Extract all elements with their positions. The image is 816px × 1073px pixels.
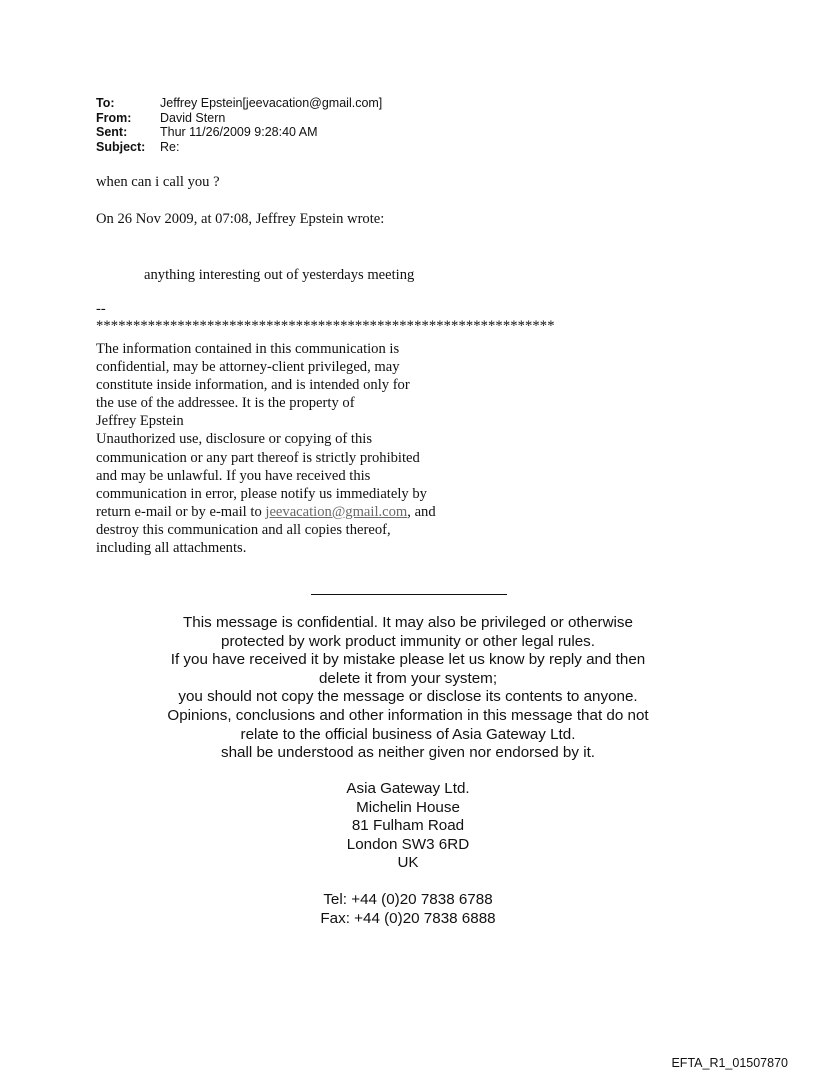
address-line: Michelin House [356, 798, 460, 816]
subject-value: Re: [160, 139, 180, 154]
footer-line: If you have received it by mistake please let us know by reply and then [170, 651, 646, 669]
from-row [96, 111, 382, 126]
footer-line: you should not copy the message or disclose its contents to anyone. [178, 688, 638, 706]
footer-line: Opinions, conclusions and other information in this message that do not [167, 706, 649, 724]
disclaimer-line: The information contained in this communication is [96, 341, 400, 357]
disclaimer-line: the use of the addressee. It is the property of [96, 395, 355, 412]
address-line: 81 Fulham Road [351, 817, 465, 835]
return-prefix: return e-mail or by e-mail to [96, 503, 266, 520]
email-link[interactable]: jeevacation@gmail.com [265, 503, 408, 520]
fax-line: Fax: +44 (0)20 7838 6888 [320, 909, 496, 927]
confidentiality-footer [0, 614, 816, 763]
message-body: when can i call you ? [96, 174, 220, 190]
footer-line: protected by work product immunity or other legal rules. [221, 632, 595, 650]
disclaimer-line: communication in error, please notify us immediately by [96, 485, 427, 502]
to-value: Jeffrey Epstein[jeevacation@gmail.com] [160, 96, 383, 110]
from-label: From: [96, 110, 132, 125]
divider-line [311, 594, 507, 595]
disclaimer-line: including all attachments. [96, 540, 247, 557]
quote-intro: On 26 Nov 2009, at 07:08, Jeffrey Epstein wrote: [96, 211, 385, 227]
disclaimer-line: constitute inside information, and is intended only for [96, 377, 410, 394]
tel-line: Tel: +44 (0)20 7838 6788 [323, 891, 493, 908]
from-value: David Stern [160, 110, 226, 125]
signature-disclaimer [96, 340, 496, 557]
signature-stars: ************************************************************** [96, 318, 555, 334]
return-suffix: , and [407, 503, 436, 520]
sent-row [96, 125, 382, 140]
disclaimer-line: destroy this communication and all copies thereof, [96, 521, 391, 538]
document-id: EFTA_R1_01507870 [671, 1056, 788, 1070]
disclaimer-line: confidential, may be attorney-client privileged, may [96, 359, 400, 376]
company-contact [0, 891, 816, 928]
disclaimer-line: communication or any part thereof is strictly prohibited [96, 449, 420, 466]
sent-value: Thur 11/26/2009 9:28:40 AM [160, 125, 318, 139]
email-header [96, 96, 382, 154]
footer-line: relate to the official business of Asia Gateway Ltd. [240, 725, 576, 743]
address-line: UK [397, 854, 419, 872]
quoted-text: anything interesting out of yesterdays meeting [144, 267, 415, 283]
subject-label: Subject: [96, 139, 146, 154]
disclaimer-line: Jeffrey Epstein [96, 413, 184, 430]
disclaimer-line: Unauthorized use, disclosure or copying of this [96, 431, 373, 448]
disclaimer-line: and may be unlawful. If you have received this [96, 467, 371, 484]
address-line: London SW3 6RD [346, 835, 470, 853]
to-row [96, 96, 382, 111]
subject-row [96, 140, 382, 155]
company-address [0, 780, 816, 873]
signature-dashes: -- [96, 301, 106, 317]
disclaimer-return-line [96, 503, 496, 521]
address-line: Asia Gateway Ltd. [346, 780, 470, 797]
to-label: To: [96, 96, 115, 110]
footer-line: shall be understood as neither given nor endorsed by it. [220, 744, 596, 762]
sent-label: Sent: [96, 125, 128, 139]
footer-line: This message is confidential. It may also be privileged or otherwise [183, 614, 633, 631]
footer-line: delete it from your system; [318, 669, 498, 687]
